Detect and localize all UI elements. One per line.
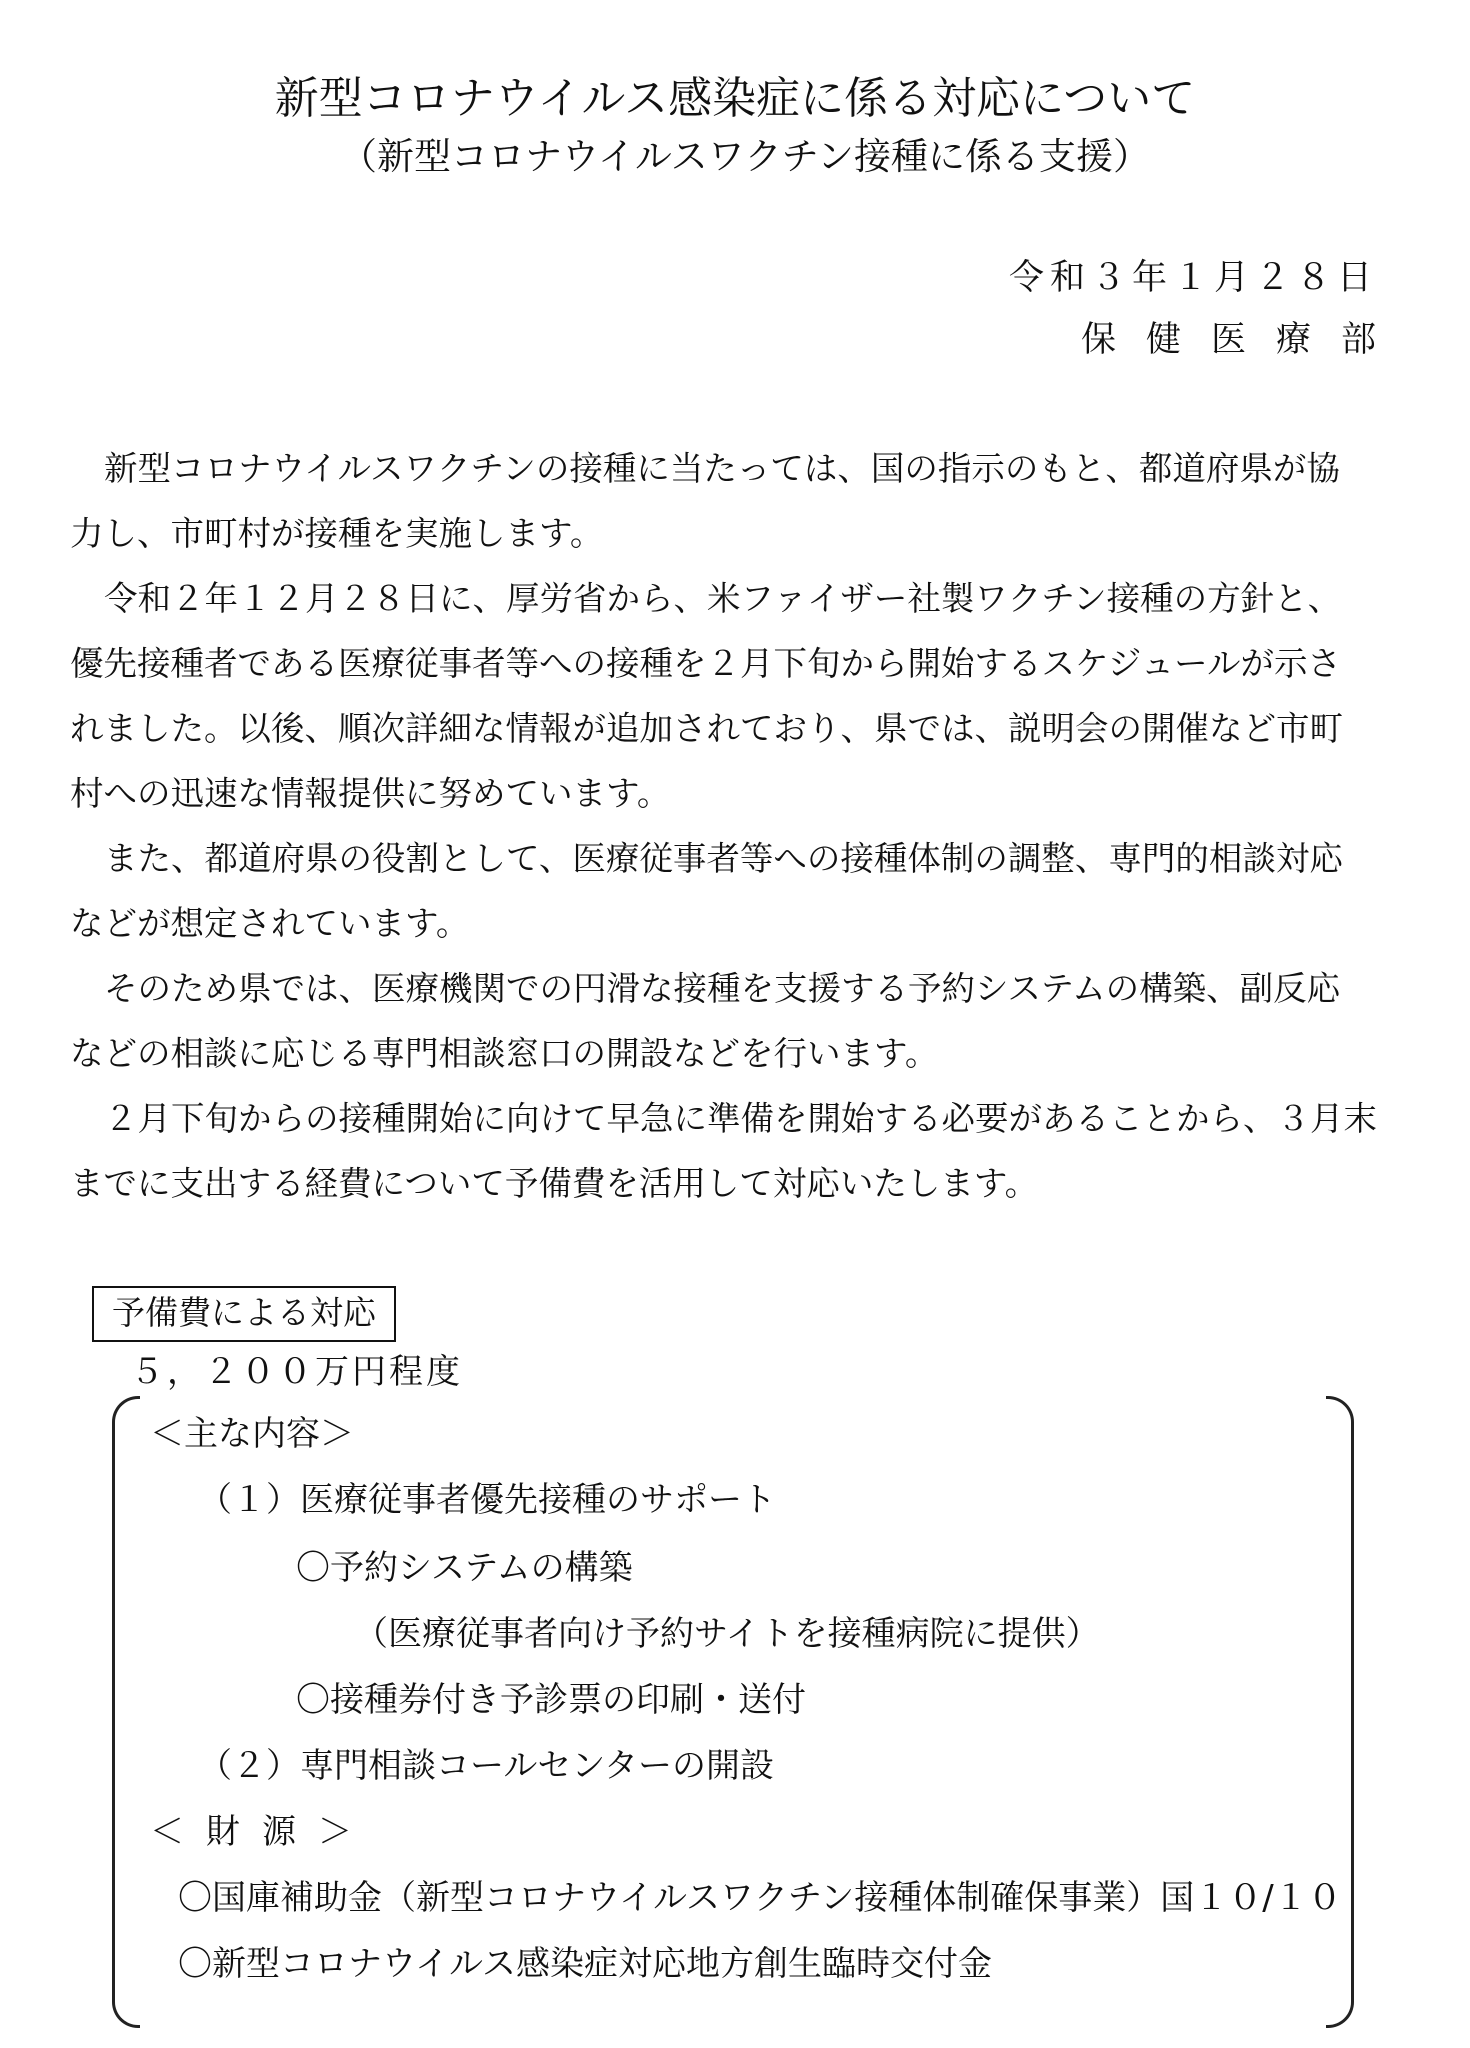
content-item-1-a: 〇予約システムの構築 [296, 1548, 633, 1588]
content-item-1: （１）医療従事者優先接種のサポート [198, 1480, 776, 1520]
document-title: 新型コロナウイルス感染症に係る対応について [274, 73, 1196, 124]
document-subtitle: （新型コロナウイルスワクチン接種に係る支援） [340, 135, 1150, 178]
body-paragraph-5: ２月下旬からの接種開始に向けて早急に準備を開始する必要があることから、３月末までに支出する経費について予備費を活用して対応いたします。 [70, 1099, 1377, 1203]
left-bracket [112, 1396, 140, 2028]
funding-item-2: 〇新型コロナウイルス感染症対応地方創生臨時交付金 [178, 1944, 992, 1984]
body-paragraph-3: また、都道府県の役割として、医療従事者等への接種体制の調整、専門的相談対応などが想定されています。 [70, 839, 1343, 943]
body-paragraph-1: 新型コロナウイルスワクチンの接種に当たっては、国の指示のもと、都道府県が協力し、市町村が接種を実施します。 [70, 449, 1340, 553]
content-item-1-a-note: （医療従事者向け予約サイトを接種病院に提供） [354, 1614, 1100, 1654]
funding-item-1: 〇国庫補助金（新型コロナウイルスワクチン接種体制確保事業）国１０/１０ [178, 1878, 1342, 1918]
body-paragraph-4: そのため県では、医療機関での円滑な接種を支援する予約システムの構築、副反応などの相談に応じる専門相談窓口の開設などを行います。 [70, 969, 1341, 1073]
content-item-1-b: 〇接種券付き予診票の印刷・送付 [296, 1680, 806, 1720]
body-paragraph-2: 令和２年１２月２８日に、厚労省から、米ファイザー社製ワクチン接種の方針と、優先接種者である医療従事者等への接種を２月下旬から開始するスケジュールが示されました。以後、順次詳細な情報が追加されており、県では、説明会の開催など市町村への迅速な情報提供に努めています。 [70, 579, 1343, 813]
main-contents-label: ＜主な内容＞ [150, 1414, 354, 1454]
document-date: 令和３年１月２８日 [1008, 258, 1378, 298]
reserve-fund-heading: 予備費による対応 [92, 1286, 396, 1342]
document-department: 保健医療部 [1080, 320, 1406, 360]
right-bracket [1326, 1396, 1354, 2028]
reserve-fund-amount: ５，２００万円程度 [130, 1352, 463, 1392]
content-item-2: （２）専門相談コールセンターの開設 [198, 1746, 774, 1786]
funding-label: ＜財源＞ [150, 1812, 374, 1852]
